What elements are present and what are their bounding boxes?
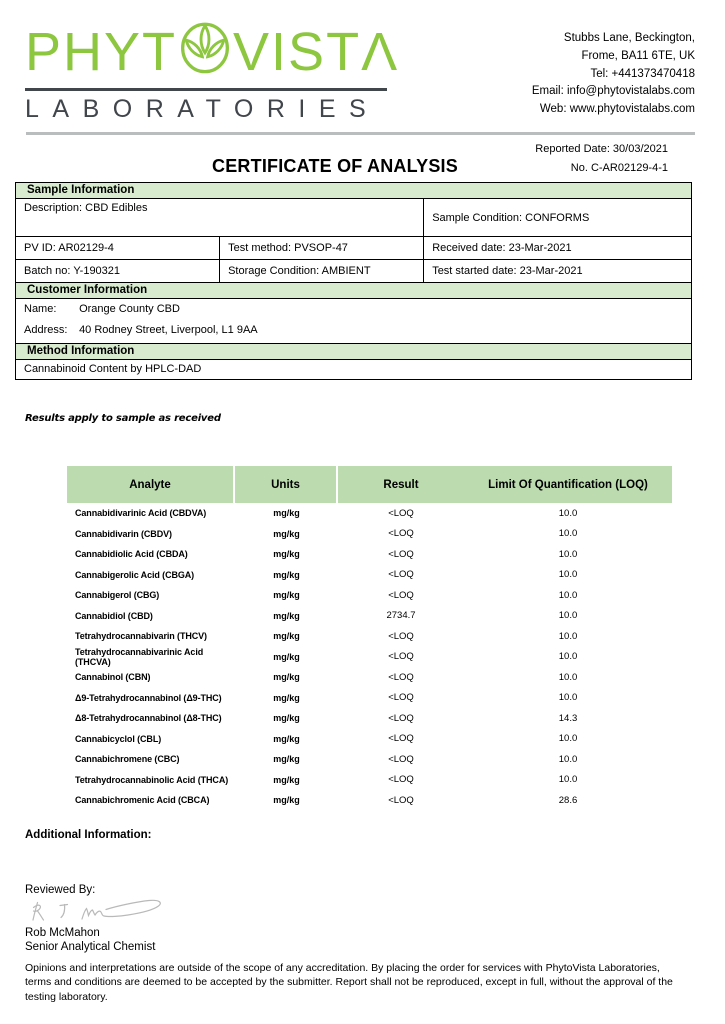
reported-date: Reported Date: 30/03/2021 bbox=[535, 143, 668, 155]
loq-cell: 10.0 bbox=[558, 753, 578, 765]
analyte-cell: Cannabidiol (CBD) bbox=[75, 610, 153, 621]
test-started-date-cell: Test started date: 23-Mar-2021 bbox=[424, 260, 692, 283]
results-table-body bbox=[67, 503, 672, 811]
table-row bbox=[67, 667, 672, 688]
analyte-cell: Cannabidivarin (CBDV) bbox=[75, 528, 172, 539]
leaf-icon bbox=[179, 20, 231, 84]
table-row bbox=[67, 524, 672, 545]
header bbox=[0, 0, 725, 124]
disclaimer-text: Opinions and interpretations are outside of the scope of any accreditation. By placing the order for services with PhytoVista Laboratories, terms and conditions are deemed to be accepted by the submitter. Report shall not be reproduced, except in full, without the approval of the testing laboratory. bbox=[25, 962, 673, 1003]
received-date-cell: Received date: 23-Mar-2021 bbox=[424, 237, 692, 260]
table-row bbox=[16, 199, 692, 237]
customer-information-header: Customer Information bbox=[15, 282, 692, 299]
loq-cell: 10.0 bbox=[558, 733, 578, 745]
reviewer-name: Rob McMahon bbox=[25, 926, 100, 939]
customer-name-label: Name: bbox=[24, 303, 57, 315]
column-header-units: Units bbox=[235, 466, 338, 503]
contact-address-line1: Stubbs Lane, Beckington, bbox=[563, 32, 695, 44]
table-row bbox=[16, 237, 692, 260]
phytovista-logo bbox=[25, 20, 400, 124]
analyte-cell: Cannabidiolic Acid (CBDA) bbox=[75, 549, 188, 560]
result-cell: <LOQ bbox=[388, 733, 414, 745]
result-cell: <LOQ bbox=[388, 569, 414, 581]
table-row bbox=[67, 585, 672, 606]
analyte-cell: Tetrahydrocannabivarin (THCV) bbox=[75, 631, 207, 642]
units-cell: mg/kg bbox=[273, 569, 300, 580]
column-header-result: Result bbox=[383, 478, 419, 491]
table-row bbox=[67, 565, 672, 586]
table-row bbox=[67, 749, 672, 770]
result-cell: <LOQ bbox=[388, 507, 414, 519]
units-cell: mg/kg bbox=[273, 590, 300, 601]
result-cell: <LOQ bbox=[388, 774, 414, 786]
method-information-header: Method Information bbox=[15, 343, 692, 360]
customer-address-label: Address: bbox=[24, 324, 68, 336]
analyte-cell: Cannabigerolic Acid (CBGA) bbox=[75, 569, 195, 580]
result-cell: <LOQ bbox=[388, 651, 414, 663]
contact-block bbox=[532, 20, 695, 124]
units-cell: mg/kg bbox=[273, 733, 300, 744]
table-row bbox=[67, 647, 672, 668]
table-row bbox=[67, 729, 672, 750]
results-table-header bbox=[67, 466, 672, 503]
units-cell: mg/kg bbox=[273, 692, 300, 703]
table-row bbox=[67, 606, 672, 627]
units-cell: mg/kg bbox=[273, 651, 300, 662]
units-cell: mg/kg bbox=[273, 549, 300, 560]
units-cell: mg/kg bbox=[273, 631, 300, 642]
results-note: Results apply to sample as received bbox=[25, 413, 221, 424]
sample-information-header: Sample Information bbox=[15, 182, 692, 199]
analyte-cell: Cannabicyclol (CBL) bbox=[75, 733, 162, 744]
analyte-cell: Cannabigerol (CBG) bbox=[75, 590, 160, 601]
analyte-cell: Δ8-Tetrahydrocannabinol (Δ8-THC) bbox=[75, 713, 222, 724]
loq-cell: 10.0 bbox=[558, 610, 578, 622]
brand-subtitle: LABORATORIES bbox=[25, 88, 387, 124]
units-cell: mg/kg bbox=[273, 672, 300, 683]
units-cell: mg/kg bbox=[273, 508, 300, 519]
analyte-cell: Tetrahydrocannabivarinic Acid (THCVA) bbox=[75, 646, 204, 667]
contact-web: Web: www.phytovistalabs.com bbox=[539, 103, 695, 116]
customer-address-value: 40 Rodney Street, Liverpool, L1 9AA bbox=[79, 324, 258, 336]
loq-cell: 10.0 bbox=[558, 630, 578, 642]
sample-condition-cell: Sample Condition: CONFORMS bbox=[424, 199, 692, 237]
loq-cell: 10.0 bbox=[558, 671, 578, 683]
analyte-cell: Cannabidivarinic Acid (CBDVA) bbox=[75, 508, 207, 519]
analyte-cell: Cannabichromene (CBC) bbox=[75, 754, 180, 765]
units-cell: mg/kg bbox=[273, 795, 300, 806]
loq-cell: 10.0 bbox=[558, 692, 578, 704]
result-cell: <LOQ bbox=[388, 589, 414, 601]
table-row bbox=[67, 770, 672, 791]
table-row bbox=[67, 708, 672, 729]
units-cell: mg/kg bbox=[273, 713, 300, 724]
description-cell: Description: CBD Edibles bbox=[16, 199, 424, 237]
result-cell: 2734.7 bbox=[386, 610, 416, 622]
brand-text-pre: PHYT bbox=[25, 22, 178, 82]
units-cell: mg/kg bbox=[273, 754, 300, 765]
analyte-cell: Cannabichromenic Acid (CBCA) bbox=[75, 795, 210, 806]
units-cell: mg/kg bbox=[273, 610, 300, 621]
table-row bbox=[67, 790, 672, 811]
customer-name-value: Orange County CBD bbox=[79, 303, 180, 315]
analyte-cell: Δ9-Tetrahydrocannabinol (Δ9-THC) bbox=[75, 692, 222, 703]
table-row bbox=[67, 626, 672, 647]
table-row bbox=[67, 688, 672, 709]
customer-name-line bbox=[24, 303, 683, 315]
column-header-loq: Limit Of Quantification (LOQ) bbox=[488, 478, 648, 491]
loq-cell: 10.0 bbox=[558, 507, 578, 519]
loq-cell: 10.0 bbox=[558, 589, 578, 601]
loq-cell: 10.0 bbox=[558, 774, 578, 786]
results-table bbox=[67, 466, 672, 811]
table-row bbox=[67, 544, 672, 565]
analyte-cell: Cannabinol (CBN) bbox=[75, 672, 151, 683]
table-row bbox=[16, 260, 692, 283]
contact-address-line2: Frome, BA11 6TE, UK bbox=[581, 49, 695, 62]
analyte-cell: Tetrahydrocannabinolic Acid (THCA) bbox=[75, 774, 229, 785]
result-cell: <LOQ bbox=[388, 671, 414, 683]
result-cell: <LOQ bbox=[388, 712, 414, 724]
loq-cell: 10.0 bbox=[558, 528, 578, 540]
page-title: CERTIFICATE OF ANALYSIS bbox=[212, 156, 458, 176]
loq-cell: 10.0 bbox=[558, 548, 578, 560]
result-cell: <LOQ bbox=[388, 528, 414, 540]
customer-address-line bbox=[24, 324, 683, 336]
method-information-box: Cannabinoid Content by HPLC-DAD bbox=[15, 359, 692, 380]
result-cell: <LOQ bbox=[388, 692, 414, 704]
test-method-cell: Test method: PVSOP-47 bbox=[220, 237, 424, 260]
additional-information-label: Additional Information: bbox=[25, 828, 152, 841]
units-cell: mg/kg bbox=[273, 774, 300, 785]
sample-information-table bbox=[15, 198, 692, 283]
result-cell: <LOQ bbox=[388, 548, 414, 560]
loq-cell: 28.6 bbox=[558, 794, 578, 806]
loq-cell: 14.3 bbox=[558, 712, 578, 724]
result-cell: <LOQ bbox=[388, 753, 414, 765]
storage-condition-cell: Storage Condition: AMBIENT bbox=[220, 260, 424, 283]
result-cell: <LOQ bbox=[388, 794, 414, 806]
contact-email: Email: info@phytovistalabs.com bbox=[531, 85, 695, 98]
result-cell: <LOQ bbox=[388, 630, 414, 642]
pv-id-cell: PV ID: AR02129-4 bbox=[16, 237, 220, 260]
brand-text-end: Λ bbox=[361, 22, 400, 82]
column-header-analyte: Analyte bbox=[67, 466, 235, 503]
brand-wordmark bbox=[25, 20, 400, 84]
signature-image bbox=[27, 898, 179, 926]
reviewer-title: Senior Analytical Chemist bbox=[25, 941, 156, 954]
units-cell: mg/kg bbox=[273, 528, 300, 539]
customer-information-box bbox=[15, 298, 692, 344]
batch-no-cell: Batch no: Y-190321 bbox=[16, 260, 220, 283]
table-row bbox=[67, 503, 672, 524]
loq-cell: 10.0 bbox=[558, 569, 578, 581]
report-meta bbox=[535, 140, 668, 177]
title-band bbox=[0, 135, 725, 183]
reviewed-by-label: Reviewed By: bbox=[25, 883, 96, 896]
contact-tel: Tel: +441373470418 bbox=[590, 67, 695, 80]
info-sections bbox=[15, 182, 692, 380]
loq-cell: 10.0 bbox=[558, 651, 578, 663]
report-number: No. C-AR02129-4-1 bbox=[570, 161, 668, 174]
brand-text-mid: VIST bbox=[233, 22, 362, 82]
